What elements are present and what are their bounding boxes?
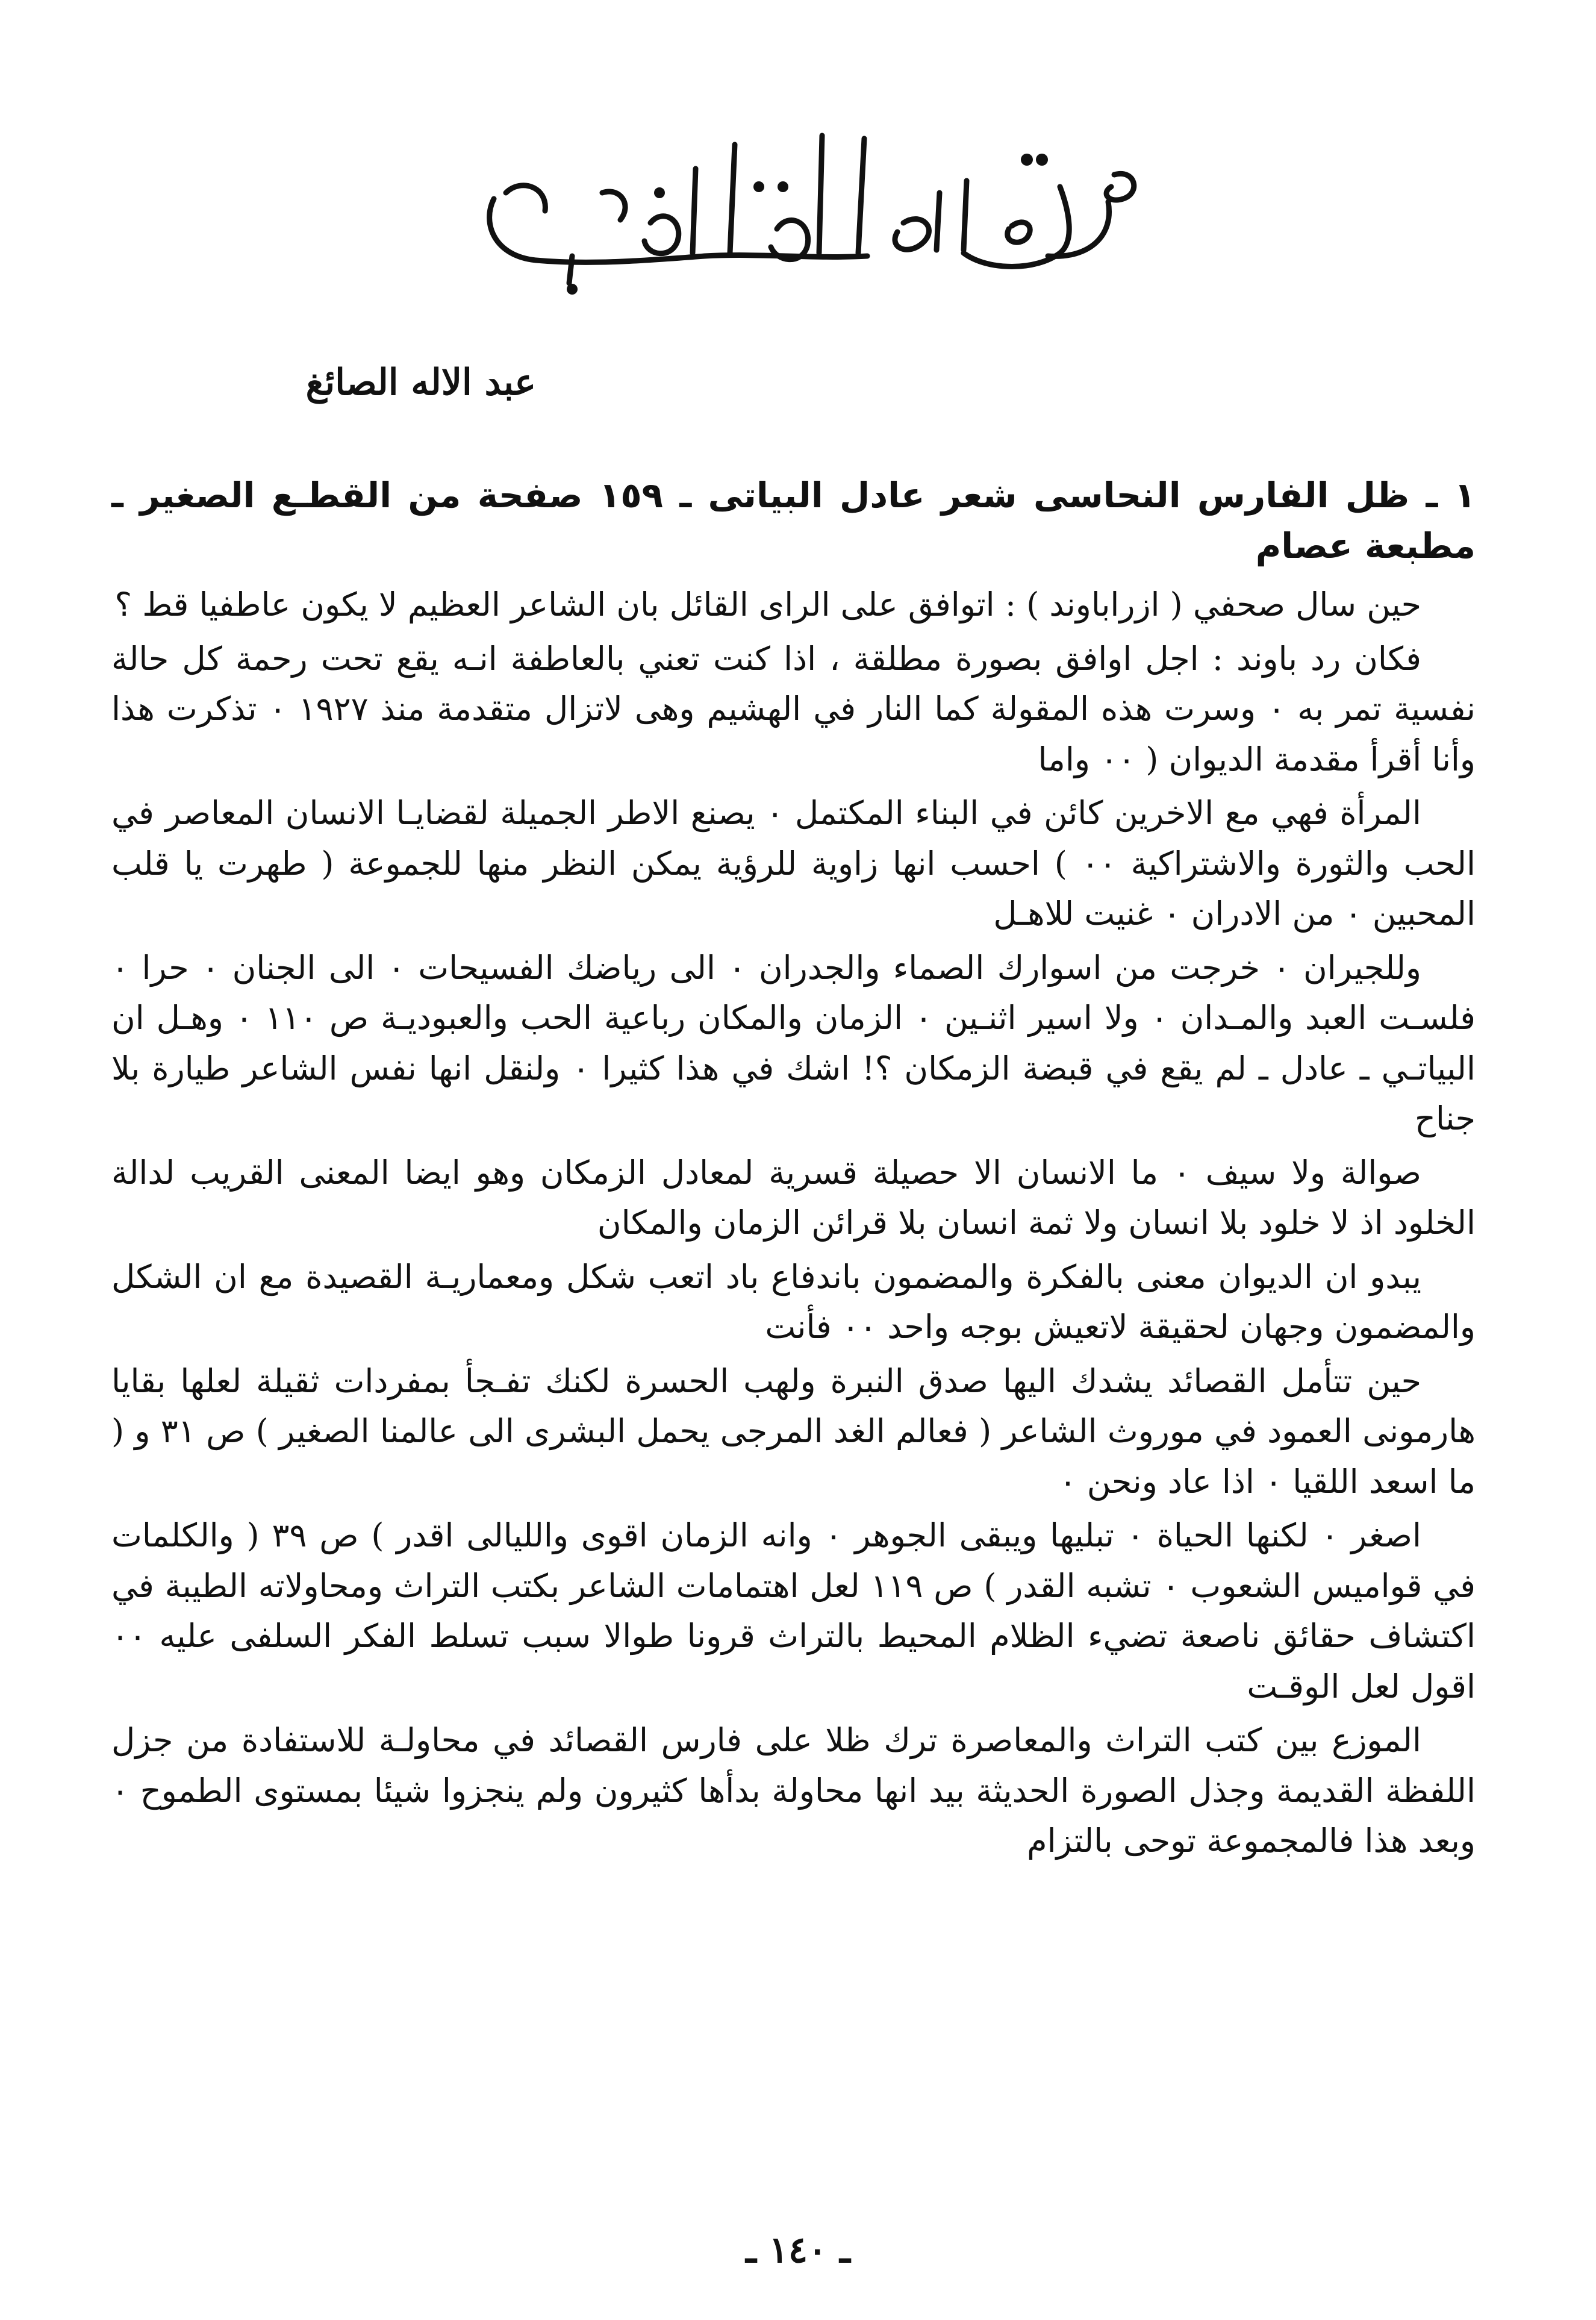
calligraphy-title-text: في رحبة الكتاب (766, 286, 830, 298)
page-number: ـ ١٤٠ ـ (746, 2229, 850, 2271)
section-title-calligraphy (422, 102, 1174, 301)
paragraph-6: يبدو ان الديوان معنى بالفكرة والمضمون باندفاع باد اتعب شكل ومعماريـة القصيدة مع ان الشكل والمضمون وجهان لحقيقة لاتعيش بوجه واحد ٠٠ فأنت (111, 1257, 1476, 1346)
review-heading: ١ ـ ظل الفارس النحاسى شعر عادل البياتى ـ ١٥٩ صفحة من القطـع الصغير ـ مطبعة عصام (111, 475, 1476, 566)
calligraphy-title-graphic (422, 102, 1174, 301)
review-body (111, 470, 1476, 1866)
paragraph-1: حين سال صحفي ( ازراباوند ) : اتوافق على الراى القائل بان الشاعر العظيم لا يكون عاطفيا قط ؟ (114, 586, 1421, 624)
paragraph-7: حين تتأمل القصائد يشدك اليها صدق النبرة ولهب الحسرة لكنك تفـجأ بمفردات ثقيلة لعلها بقايا هارمونى العمود في موروث الشاعر ( فعالم الغد المرجى يحمل البشرى الى عالمنا الصغير ) ص ٣١ و ( ما اسعد اللقيا ٠ اذا عاد ونحن ٠ (111, 1362, 1476, 1501)
paragraph-5: صوالة ولا سيف ٠ ما الانسان الا حصيلة قسرية لمعادل الزمكان وهو ايضا المعنى القريب لدالة الخلود اذ لا خلود بلا انسان ولا ثمة انسان بلا قرائن الزمان والمكان (111, 1153, 1476, 1242)
paragraph-3: المرأة فهي مع الاخرين كائن في البناء المكتمل ٠ يصنع الاطر الجميلة لقضايـا الانسان المعاصر في الحب والثورة والاشتراكية ٠٠ ) احسب انها زاوية للرؤية يمكن النظر منها للجموعة ( طهرت يا قلب المحبين ٠ من الادران ٠ غنيت للاهـل (111, 794, 1476, 933)
paragraph-4: وللجيران ٠ خرجت من اسوارك الصماء والجدران ٠ الى رياضك الفسيحات ٠ الى الجنان ٠ حرا ٠ فلسـت العبد والمـدان ٠ ولا اسير اثنـين ٠ الزمان والمكان رباعية الحب والعبوديـة ص ١١٠ ٠ وهـل ان البياتـي ـ عادل ـ لم يقع في قبضة الزمكان ؟! اشك في هذا كثيرا ٠ ولنقل انها نفس الشاعر طيارة بلا جناح (111, 948, 1476, 1137)
author-name: عبد الاله الصائغ (305, 361, 536, 404)
paragraph-2: فكان رد باوند : اجل اوافق بصورة مطلقة ، اذا كنت تعني بالعاطفة انـه يقع تحت رحمة كل حالة نفسية تمر به ٠ وسرت هذه المقولة كما النار في الهشيم وهى لاتزال متقدمة منذ ١٩٢٧ ٠ تذكرت هذا وأنا أقرأ مقدمة الديوان ( ٠٠ واما (111, 639, 1476, 778)
paragraph-8: اصغر ٠ لكنها الحياة ٠ تبليها ويبقى الجوهر ٠ وانه الزمان اقوى والليالى اقدر ) ص ٣٩ ( والكلمات في قواميس الشعوب ٠ تشبه القدر ) ص ١١٩ لعل اهتمامات الشاعر بكتب التراث ومحاولاته الطيبة في اكتشاف حقائق ناصعة تضيء الظلام المحيط بالتراث قرونا طوالا سبب تسلط الفكر السلفى عليه ٠٠ اقول لعل الوقـت (111, 1516, 1476, 1706)
paragraph-9: الموزع بين كتب التراث والمعاصرة ترك ظلا على فارس القصائد في محاولـة للاستفادة من جزل اللفظة القديمة وجذل الصورة الحديثة بيد انها محاولة بدأها كثيرون ولم ينجزوا شيئا بمستوى الطموح ٠ وبعد هذا فالمجموعة توحى بالتزام (111, 1721, 1476, 1860)
